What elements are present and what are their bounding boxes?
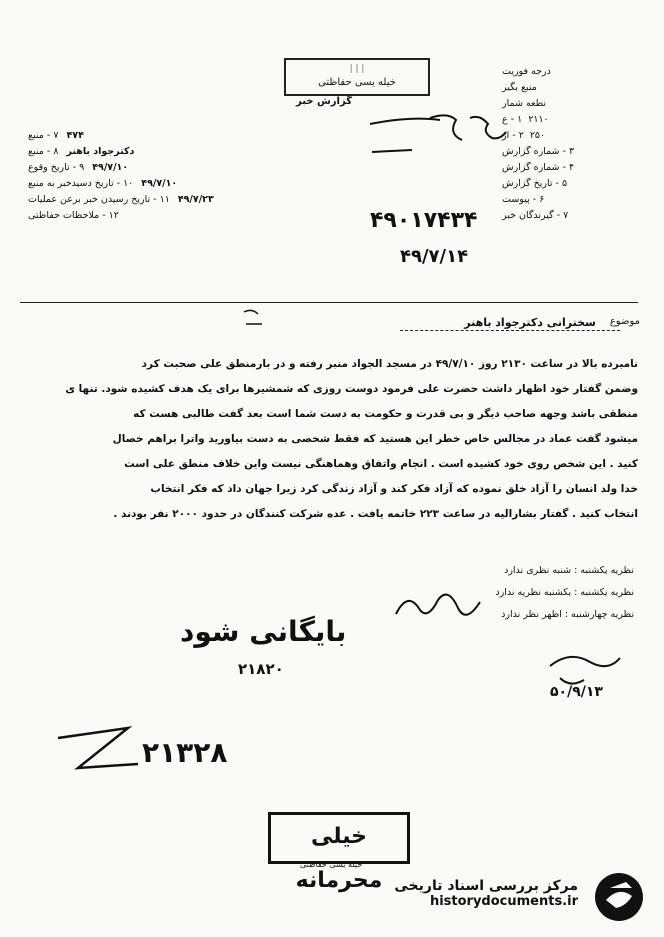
right-signature-date: ۵۰/۹/۱۳ — [550, 684, 603, 700]
left-field-value: دکترجواد باهنر — [66, 146, 135, 157]
left-field-row — [28, 176, 278, 192]
left-field-row — [28, 144, 278, 160]
left-field-label: ۱۱ - تاریخ رسیدن خبر برعن عملیات — [28, 194, 170, 205]
right-field-label: منبع بگیر — [502, 82, 537, 93]
left-field-row — [28, 208, 278, 224]
watermark-logo-icon — [592, 870, 646, 924]
left-field-label: ۸ - منبع — [28, 146, 59, 157]
right-field-row — [502, 192, 642, 208]
left-field-value: ۴۷۴ — [66, 130, 84, 141]
top-stamp-label: خیله یسی حفاظتی — [318, 77, 396, 88]
left-field-value: ۴۹/۷/۲۳ — [177, 194, 214, 205]
handwritten-signature-note — [390, 584, 500, 630]
body-line: میشود گفت عماد در مجالس خاص خطر این هستید که فقط شخصی به دست بیاورید واترا براهم خصال — [112, 433, 638, 445]
subject-value: سخنرانی دکترجواد باهنر — [464, 316, 596, 329]
header-divider — [20, 302, 638, 303]
small-annotation — [240, 306, 270, 330]
right-field-row — [502, 176, 642, 192]
left-field-row — [28, 128, 278, 144]
signature-number: ۲۱۳۲۸ — [142, 736, 228, 769]
subject-line — [464, 316, 640, 329]
watermark-fa: مرکز بررسی اسناد تاریخی — [394, 878, 578, 894]
right-field-label: نطعه شمار — [502, 98, 547, 109]
archive-number: ۲۱۸۲۰ — [238, 660, 284, 678]
right-field-row — [502, 80, 642, 96]
body-line: انتخاب کنید . گفتار بشارالیه در ساعت ۲۲۳ خاتمه یافت . عده شرکت کنندگان در حدود ۲۰۰۰ نفر بودند . — [113, 508, 638, 520]
left-field-row — [28, 160, 278, 176]
body-line: منطقی باشد وجهه صاحب دیگر و بی قدرت و حکومت به دست شما است بعد گفت طالبی هست که — [133, 408, 638, 420]
right-field-label: درجه فوریت — [502, 66, 551, 77]
handwritten-scribbles — [360, 98, 540, 170]
body-line: نامبرده بالا در ساعت ۲۱۳۰ روز ۴۹/۷/۱۰ در مسجد الجواد منبر رفته و در بارمنطق علی صحبت کرد — [141, 358, 638, 370]
right-field-label: ۶ - پیوست — [502, 194, 545, 205]
right-field-label: ۱ - ع — [502, 114, 523, 125]
right-signature — [540, 646, 630, 716]
left-signature — [52, 718, 142, 788]
right-field-label: ۵ - تاریخ گزارش — [502, 178, 568, 189]
archive-note: بایگانی شود — [180, 615, 347, 648]
left-field-row — [28, 192, 278, 208]
confidential-stamp: خیلی محرمانه — [268, 812, 410, 864]
handwritten-date: ۴۹/۷/۱۴ — [400, 246, 469, 267]
subject-label: موضوع — [609, 316, 640, 327]
handwritten-number: ۴۹۰۱۷۴۳۴ — [370, 208, 478, 233]
left-field-value: ۴۹/۷/۱۰ — [92, 162, 129, 173]
body-line: وضمن گفتار خود اظهار داشت حضرت علی فرمود دوست روزی که شمشیرها برای یک هدف کشیده شود. تنها ی — [65, 383, 638, 395]
report-title: گزارش خبر — [296, 96, 353, 107]
body-line: خدا ولد انسان را آزاد خلق نموده که آزاد فکر کند و آزاد زندگی کرد زیرا جهان داد که فکر انتخاب — [150, 483, 638, 495]
confidential-sub: خیله یسی حفاظتی — [300, 860, 363, 869]
left-field-value: ۴۹/۷/۱۰ — [141, 178, 178, 189]
note-line: نظریه یکشنبه : یکشنبه نظریه ندارد — [495, 587, 634, 598]
watermark-text — [394, 878, 578, 909]
right-field-label: ۲ - از — [502, 130, 524, 141]
note-line: نظریه چهارشنبه : اظهر نظر ندارد — [501, 609, 634, 620]
body-line: کنید . این شخص روی خود کشیده است . انجام واتفاق وهماهنگی نیست واین خلاف منطق علی است — [124, 458, 638, 470]
report-body — [40, 352, 638, 527]
left-header-fields — [28, 128, 278, 224]
left-field-label: ۹ - تاریخ وقوع — [28, 162, 85, 173]
note-line: نظریه یکشنبه : شنبه نظری ندارد — [504, 565, 634, 576]
subject-underline — [400, 330, 620, 331]
right-field-value: ۲۱۱۰ — [528, 114, 549, 125]
watermark-en: historydocuments.ir — [429, 894, 578, 909]
left-field-label: ۷ - منبع — [28, 130, 59, 141]
left-field-label: ۱۲ - ملاحظات حفاظتی — [28, 210, 119, 221]
right-field-label: ۳ - شماره گزارش — [502, 146, 575, 157]
right-field-label: ۴ - شماره گزارش — [502, 162, 575, 173]
left-field-label: ۱۰ - تاریخ دسیدخبر به منبع — [28, 178, 134, 189]
right-field-label: ۷ - گیرندگان خبر — [502, 210, 569, 221]
right-field-row — [502, 208, 642, 224]
top-stamp: | | | خیله یسی حفاظتی — [284, 58, 430, 96]
right-field-value: ۲۵۰ — [529, 130, 546, 141]
right-field-row — [502, 64, 642, 80]
